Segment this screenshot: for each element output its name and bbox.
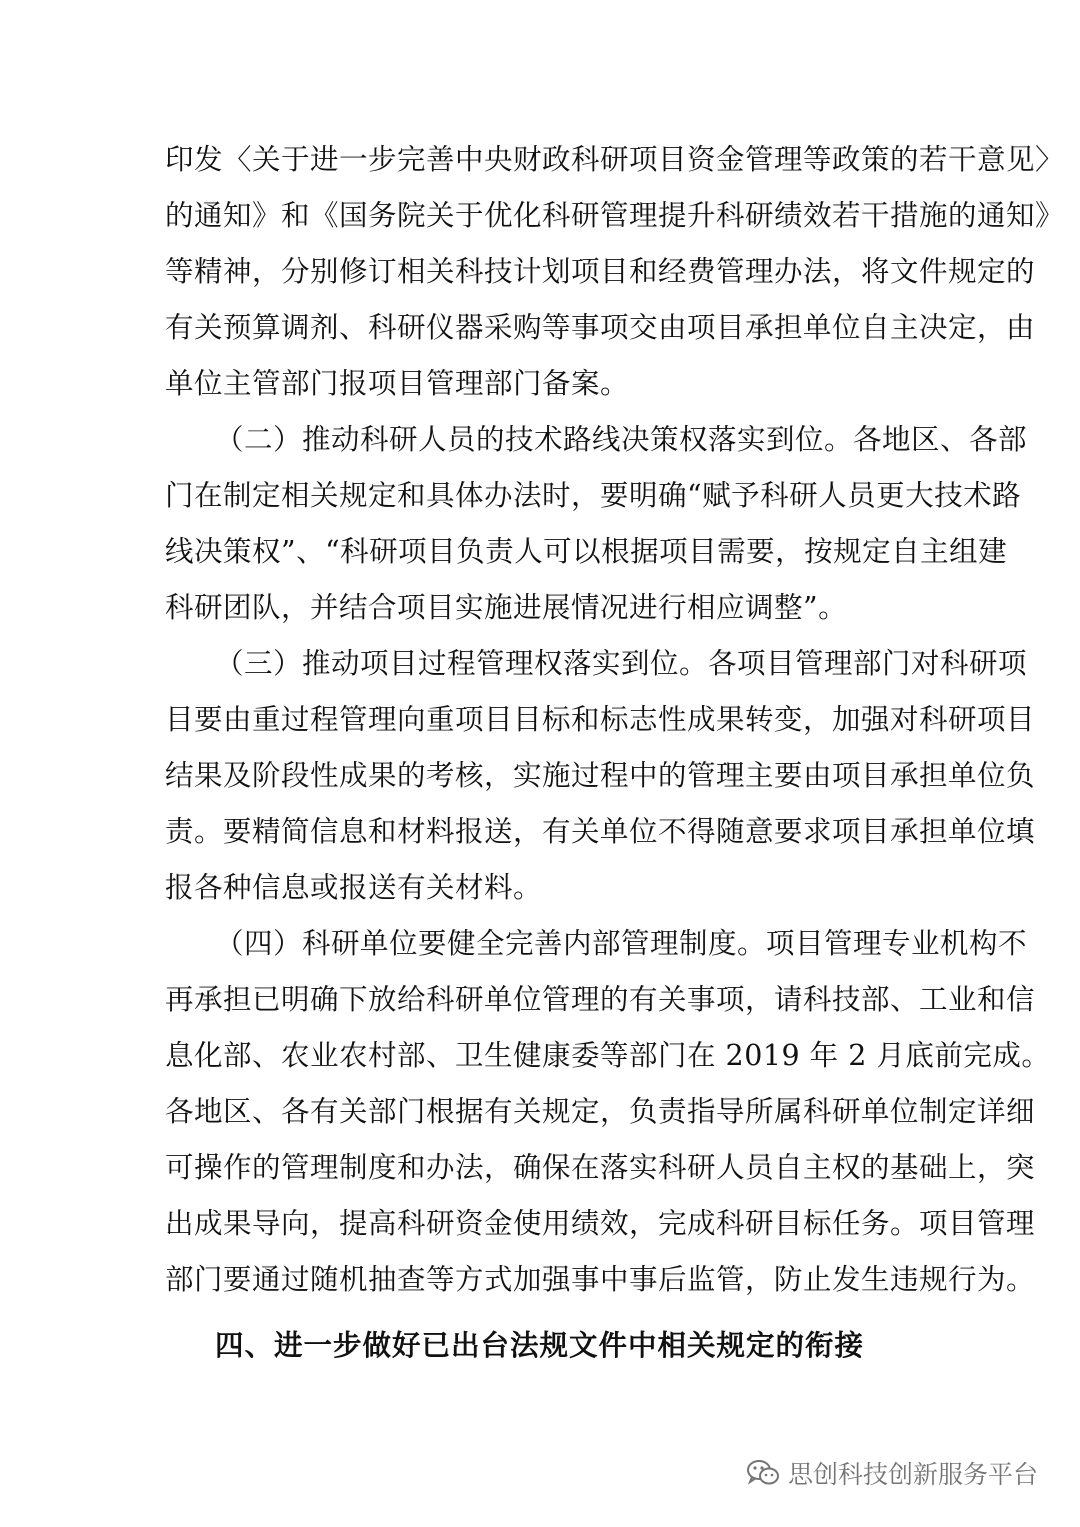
paragraph-line: 责。要精简信息和材料报送，有关单位不得随意要求项目承担单位填 <box>165 815 1036 848</box>
paragraph-line: 线决策权”、“科研项目负责人可以根据项目需要，按规定自主组建 <box>165 535 1008 568</box>
paragraph-line: 再承担已明确下放给科研单位管理的有关事项，请科技部、工业和信 <box>165 983 1036 1016</box>
paragraph-line: 科研团队，并结合项目实施进展情况进行相应调整”。 <box>165 591 848 624</box>
watermark <box>746 1453 1038 1493</box>
paragraph-line: 有关预算调剂、科研仪器采购等事项交由项目承担单位自主决定，由 <box>165 311 1036 344</box>
watermark-text: 思创科技创新服务平台 <box>787 1460 1038 1489</box>
paragraph-line: 目要由重过程管理向重项目目标和标志性成果转变，加强对科研项目 <box>165 703 1036 736</box>
paragraph-line: 门在制定相关规定和具体办法时，要明确“赋予科研人员更大技术路 <box>165 479 1022 512</box>
wechat-icon <box>746 1458 780 1488</box>
paragraph-line: （四）科研单位要健全完善内部管理制度。项目管理专业机构不 <box>215 927 1028 960</box>
paragraph-line: 报各种信息或报送有关材料。 <box>165 871 543 904</box>
section-heading: 四、进一步做好已出台法规文件中相关规定的衔接 <box>215 1329 865 1362</box>
paragraph-line: 等精神，分别修订相关科技计划项目和经费管理办法，将文件规定的 <box>165 255 1036 288</box>
paragraph-line: 结果及阶段性成果的考核，实施过程中的管理主要由项目承担单位负 <box>165 759 1036 792</box>
paragraph-line: 的通知》和《国务院关于优化科研管理提升科研绩效若干措施的通知》 <box>165 199 1065 232</box>
paragraph-line: 部门要通过随机抽查等方式加强事中事后监管，防止发生违规行为。 <box>165 1263 1036 1296</box>
paragraph-line: （三）推动项目过程管理权落实到位。各项目管理部门对科研项 <box>215 647 1028 680</box>
paragraph-line: 可操作的管理制度和办法，确保在落实科研人员自主权的基础上，突 <box>165 1151 1036 1184</box>
paragraph-line: （二）推动科研人员的技术路线决策权落实到位。各地区、各部 <box>215 423 1028 456</box>
paragraph-line: 印发〈关于进一步完善中央财政科研项目资金管理等政策的若干意见〉 <box>165 143 1065 176</box>
paragraph-line: 息化部、农业农村部、卫生健康委等部门在 2019 年 2 月底前完成。 <box>165 1039 1051 1072</box>
paragraph-line: 各地区、各有关部门根据有关规定，负责指导所属科研单位制定详细 <box>165 1095 1036 1128</box>
paragraph-line: 出成果导向，提高科研资金使用绩效，完成科研目标任务。项目管理 <box>165 1207 1036 1240</box>
paragraph-line: 单位主管部门报项目管理部门备案。 <box>165 367 630 400</box>
